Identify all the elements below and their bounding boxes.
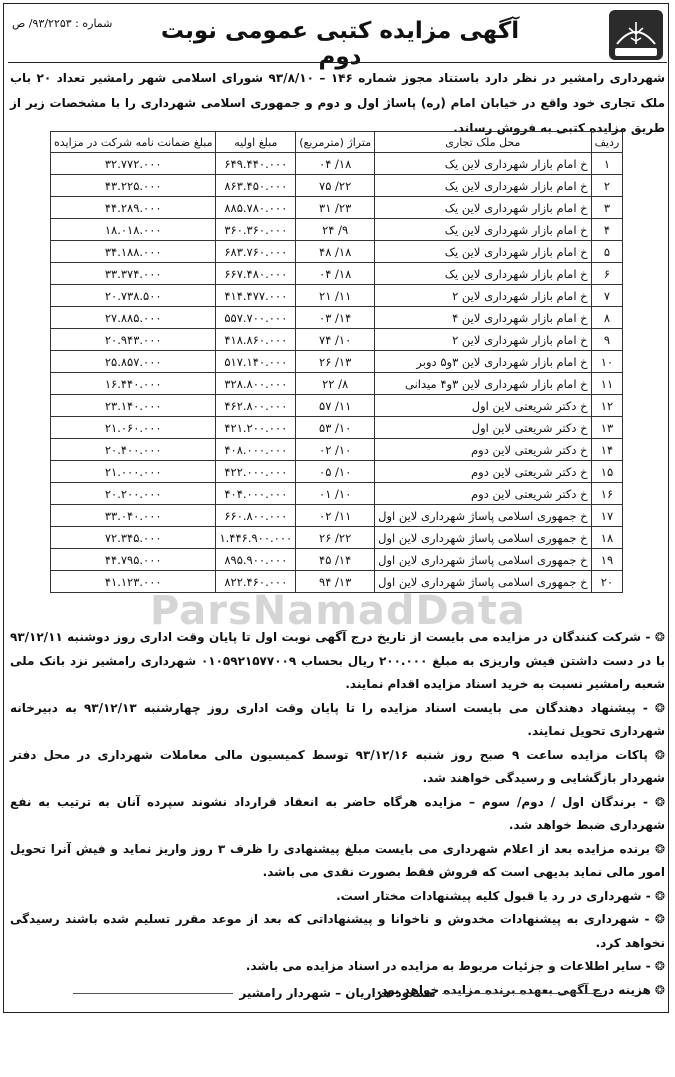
cell-location: خ دکتر شریعتی لاین اول (375, 395, 592, 417)
cell-row-number: ۳ (591, 197, 623, 219)
table-row (51, 461, 623, 483)
cell-row-number: ۴ (591, 219, 623, 241)
note-item: ❂ - شرکت کنندگان در مزایده می بایست از تاریخ درج آگهی نوبت اول تا پایان وقت اداری روز دوشنبه ۹۳/۱۲/۱۱ با در دست داشتن فیش واریزی به مبلغ ۲۰۰.۰۰۰ ریال بحساب ۰۱۰۵۹۲۱۵۷۷۰۰۹ شهرداری رامشیر نزد بانک ملی شعبه رامشیر نسبت به خرید اسناد مزایده اقدام نمایند. (10, 630, 665, 691)
cell-location: خ جمهوری اسلامی پاساژ شهرداری لاین اول (375, 527, 592, 549)
cell-base-price: ۳۶۰.۳۶۰.۰۰۰ (216, 219, 296, 241)
cell-base-price: ۴۰۴.۰۰۰.۰۰۰ (216, 483, 296, 505)
header-base-price: مبلغ اولیه (216, 132, 296, 153)
cell-base-price: ۴۶۲.۸۰۰.۰۰۰ (216, 395, 296, 417)
cell-row-number: ۸ (591, 307, 623, 329)
cell-guarantee: ۲۵.۸۵۷.۰۰۰ (51, 351, 216, 373)
cell-row-number: ۵ (591, 241, 623, 263)
note-item: ❂ پاکات مزایده ساعت ۹ صبح روز شنبه ۹۳/۱۲/۱۶ توسط کمیسیون مالی معاملات شهرداری در محل دفتر شهردار بازگشایی و رسیدگی خواهند شد. (10, 747, 665, 785)
cell-base-price: ۴۱۸.۸۶۰.۰۰۰ (216, 329, 296, 351)
cell-guarantee: ۴۴.۷۹۵.۰۰۰ (51, 549, 216, 571)
cell-location: خ امام بازار شهرداری لاین ۳و۵ دوبر (375, 351, 592, 373)
cell-row-number: ۱۴ (591, 439, 623, 461)
table-row (51, 439, 623, 461)
cell-guarantee: ۴۳.۲۲۵.۰۰۰ (51, 175, 216, 197)
table-row (51, 263, 623, 285)
cell-row-number: ۱۵ (591, 461, 623, 483)
cell-area: ۱۴/ ۰۳ (296, 307, 375, 329)
cell-base-price: ۴۰۸.۰۰۰.۰۰۰ (216, 439, 296, 461)
cell-base-price: ۴۱۴.۴۷۷.۰۰۰ (216, 285, 296, 307)
table-row (51, 153, 623, 175)
table-row (51, 549, 623, 571)
header-area: متراژ (مترمربع) (296, 132, 375, 153)
cell-guarantee: ۲۱.۰۶۰.۰۰۰ (51, 417, 216, 439)
header-location: محل ملک تجاری (375, 132, 592, 153)
intro-paragraph: شهرداری رامشیر در نظر دارد باستناد مجوز شماره ۱۴۶ – ۹۳/۸/۱۰ شورای اسلامی شهر رامشیر تعداد ۲۰ باب ملک تجاری خود واقع در خیابان امام (ره) پاساژ اول و دوم و جمهوری اسلامی شهرداری را با مشخصات زیر از طریق مزایده کتبی به فروش رساند. (10, 71, 666, 135)
footer-rule-left (442, 993, 602, 994)
cell-area: ۲۲/ ۲۶ (296, 527, 375, 549)
cell-location: خ دکتر شریعتی لاین دوم (375, 461, 592, 483)
table-row (51, 329, 623, 351)
cell-guarantee: ۴۴.۲۸۹.۰۰۰ (51, 197, 216, 219)
cell-location: خ امام بازار شهرداری لاین ۳و۴ میدانی (375, 373, 592, 395)
cell-area: ۱۱/ ۲۱ (296, 285, 375, 307)
note-item: ❂ - پیشنهاد دهندگان می بایست اسناد مزایده را تا پایان وقت اداری روز چهارشنبه ۹۳/۱۲/۱۳ به دبیرخانه شهرداری تحویل نمایند. (10, 700, 665, 738)
cell-guarantee: ۳۳.۰۴۰.۰۰۰ (51, 505, 216, 527)
cell-base-price: ۴۲۱.۲۰۰.۰۰۰ (216, 417, 296, 439)
table-row (51, 285, 623, 307)
cell-location: خ امام بازار شهرداری لاین یک (375, 219, 592, 241)
signature-footer (10, 986, 665, 1000)
cell-row-number: ۱۲ (591, 395, 623, 417)
cell-area: ۸/ ۲۲ (296, 373, 375, 395)
note-item: ❂ هزینه درج آگهی بعهده برنده مزایده خواهد بود. (376, 982, 665, 997)
note-item: ❂ - شهرداری به پیشنهادات مخدوش و ناخوانا و پیشنهاداتی که بعد از موعد مقرر تسلیم شده باشند رسیدگی نخواهد کرد. (10, 912, 665, 950)
cell-location: خ امام بازار شهرداری لاین یک (375, 263, 592, 285)
cell-guarantee: ۲۰.۷۳۸.۵۰۰ (51, 285, 216, 307)
cell-base-price: ۵۵۷.۷۰۰.۰۰۰ (216, 307, 296, 329)
cell-area: ۱۱/ ۵۷ (296, 395, 375, 417)
cell-guarantee: ۲۰.۲۰۰.۰۰۰ (51, 483, 216, 505)
cell-location: خ امام بازار شهرداری لاین یک (375, 197, 592, 219)
table-row (51, 483, 623, 505)
cell-location: خ جمهوری اسلامی پاساژ شهرداری لاین اول (375, 549, 592, 571)
table-row (51, 219, 623, 241)
cell-base-price: ۱.۴۴۶.۹۰۰.۰۰۰ (216, 527, 296, 549)
table-row (51, 395, 623, 417)
page-title: آگهی مزایده کتبی عمومی نوبت دوم (160, 18, 520, 70)
cell-area: ۹/ ۲۴ (296, 219, 375, 241)
cell-location: خ امام بازار شهرداری لاین ۲ (375, 285, 592, 307)
cell-guarantee: ۳۲.۷۷۲.۰۰۰ (51, 153, 216, 175)
cell-base-price: ۶۸۳.۷۶۰.۰۰۰ (216, 241, 296, 263)
note-item: ❂ برنده مزایده بعد از اعلام شهرداری می بایست مبلغ پیشنهادی را ظرف ۳ روز واریز نماید و فیش آنرا تحویل امور مالی نماید بدیهی است که فروش فقط بصورت نقدی می باشد. (10, 841, 666, 879)
cell-location: خ امام بازار شهرداری لاین یک (375, 153, 592, 175)
cell-location: خ جمهوری اسلامی پاساژ شهرداری لاین اول (375, 505, 592, 527)
table-header-row (51, 132, 623, 153)
table-row (51, 175, 623, 197)
table-row (51, 417, 623, 439)
cell-row-number: ۱۰ (591, 351, 623, 373)
table-row (51, 241, 623, 263)
cell-base-price: ۵۱۷.۱۴۰.۰۰۰ (216, 351, 296, 373)
cell-row-number: ۱۷ (591, 505, 623, 527)
table-row (51, 505, 623, 527)
cell-row-number: ۱۸ (591, 527, 623, 549)
cell-location: خ دکتر شریعتی لاین اول (375, 417, 592, 439)
cell-guarantee: ۲۳.۱۴۰.۰۰۰ (51, 395, 216, 417)
cell-location: خ امام بازار شهرداری لاین یک (375, 175, 592, 197)
cell-guarantee: ۲۱.۰۰۰.۰۰۰ (51, 461, 216, 483)
cell-base-price: ۸۶۳.۴۵۰.۰۰۰ (216, 175, 296, 197)
note-item: ❂ - برندگان اول / دوم/ سوم – مزایده هرگاه حاضر به انعقاد قرارداد نشوند سپرده آنان به ترتیب به نفع شهرداری ضبط خواهد شد. (10, 794, 665, 832)
note-item: ❂ - سایر اطلاعات و جزئیات مربوط به مزایده در اسناد مزایده می باشد. (245, 959, 665, 973)
cell-guarantee: ۷۲.۳۴۵.۰۰۰ (51, 527, 216, 549)
signature-text: مسعود هزاریان – شهردار رامشیر (239, 986, 436, 1000)
cell-guarantee: ۱۸.۰۱۸.۰۰۰ (51, 219, 216, 241)
watermark: ParsNamadData (150, 588, 526, 634)
cell-area: ۱۰/ ۷۴ (296, 329, 375, 351)
cell-area: ۱۳/ ۹۴ (296, 571, 375, 593)
cell-area: ۲۳/ ۳۱ (296, 197, 375, 219)
cell-area: ۱۱/ ۰۲ (296, 505, 375, 527)
cell-guarantee: ۲۰.۹۴۳.۰۰۰ (51, 329, 216, 351)
cell-area: ۱۰/ ۰۱ (296, 483, 375, 505)
document-number: شماره : ۹۳/۲۲۵۳/ ص (12, 17, 113, 30)
table-row (51, 373, 623, 395)
cell-area: ۱۰/ ۵۳ (296, 417, 375, 439)
cell-base-price: ۶۶۷.۴۸۰.۰۰۰ (216, 263, 296, 285)
cell-area: ۲۲/ ۷۵ (296, 175, 375, 197)
cell-location: خ جمهوری اسلامی پاساژ شهرداری لاین اول (375, 571, 592, 593)
cell-row-number: ۹ (591, 329, 623, 351)
cell-row-number: ۶ (591, 263, 623, 285)
footer-rule-right (73, 993, 233, 994)
municipality-logo (609, 10, 663, 60)
cell-base-price: ۸۸۵.۷۸۰.۰۰۰ (216, 197, 296, 219)
cell-base-price: ۳۲۸.۸۰۰.۰۰۰ (216, 373, 296, 395)
cell-guarantee: ۲۰.۴۰۰.۰۰۰ (51, 439, 216, 461)
cell-location: خ امام بازار شهرداری لاین ۲ (375, 329, 592, 351)
table-row (51, 197, 623, 219)
cell-base-price: ۶۴۹.۴۴۰.۰۰۰ (216, 153, 296, 175)
header-divider (8, 62, 667, 63)
cell-row-number: ۲ (591, 175, 623, 197)
cell-row-number: ۲۰ (591, 571, 623, 593)
properties-table (50, 131, 623, 593)
cell-guarantee: ۱۶.۴۴۰.۰۰۰ (51, 373, 216, 395)
cell-base-price: ۶۶۰.۸۰۰.۰۰۰ (216, 505, 296, 527)
cell-row-number: ۷ (591, 285, 623, 307)
cell-guarantee: ۳۴.۱۸۸.۰۰۰ (51, 241, 216, 263)
cell-row-number: ۱۹ (591, 549, 623, 571)
cell-area: ۱۰/ ۰۵ (296, 461, 375, 483)
note-item: ❂ - شهرداری در رد یا قبول کلیه پیشنهادات مختار است. (336, 888, 665, 903)
cell-base-price: ۸۲۲.۴۶۰.۰۰۰ (216, 571, 296, 593)
cell-guarantee: ۳۳.۳۷۴.۰۰۰ (51, 263, 216, 285)
cell-area: ۱۳/ ۲۶ (296, 351, 375, 373)
cell-base-price: ۴۲۲.۰۰۰.۰۰۰ (216, 461, 296, 483)
cell-guarantee: ۲۷.۸۸۵.۰۰۰ (51, 307, 216, 329)
cell-area: ۱۰/ ۰۲ (296, 439, 375, 461)
notes-section (10, 626, 665, 1002)
cell-location: خ امام بازار شهرداری لاین یک (375, 241, 592, 263)
table-row (51, 351, 623, 373)
cell-location: خ دکتر شریعتی لاین دوم (375, 439, 592, 461)
cell-row-number: ۱۱ (591, 373, 623, 395)
table-row (51, 307, 623, 329)
table-row (51, 527, 623, 549)
header-guarantee: مبلغ ضمانت نامه شرکت در مزایده (51, 132, 216, 153)
cell-area: ۱۴/ ۴۵ (296, 549, 375, 571)
header-row-number: ردیف (591, 132, 623, 153)
cell-row-number: ۱۶ (591, 483, 623, 505)
cell-base-price: ۸۹۵.۹۰۰.۰۰۰ (216, 549, 296, 571)
cell-row-number: ۱ (591, 153, 623, 175)
cell-guarantee: ۴۱.۱۲۳.۰۰۰ (51, 571, 216, 593)
cell-location: خ امام بازار شهرداری لاین ۴ (375, 307, 592, 329)
cell-area: ۱۸/ ۴۸ (296, 241, 375, 263)
cell-area: ۱۸/ ۰۴ (296, 153, 375, 175)
cell-location: خ دکتر شریعتی لاین دوم (375, 483, 592, 505)
cell-area: ۱۸/ ۰۴ (296, 263, 375, 285)
cell-row-number: ۱۳ (591, 417, 623, 439)
